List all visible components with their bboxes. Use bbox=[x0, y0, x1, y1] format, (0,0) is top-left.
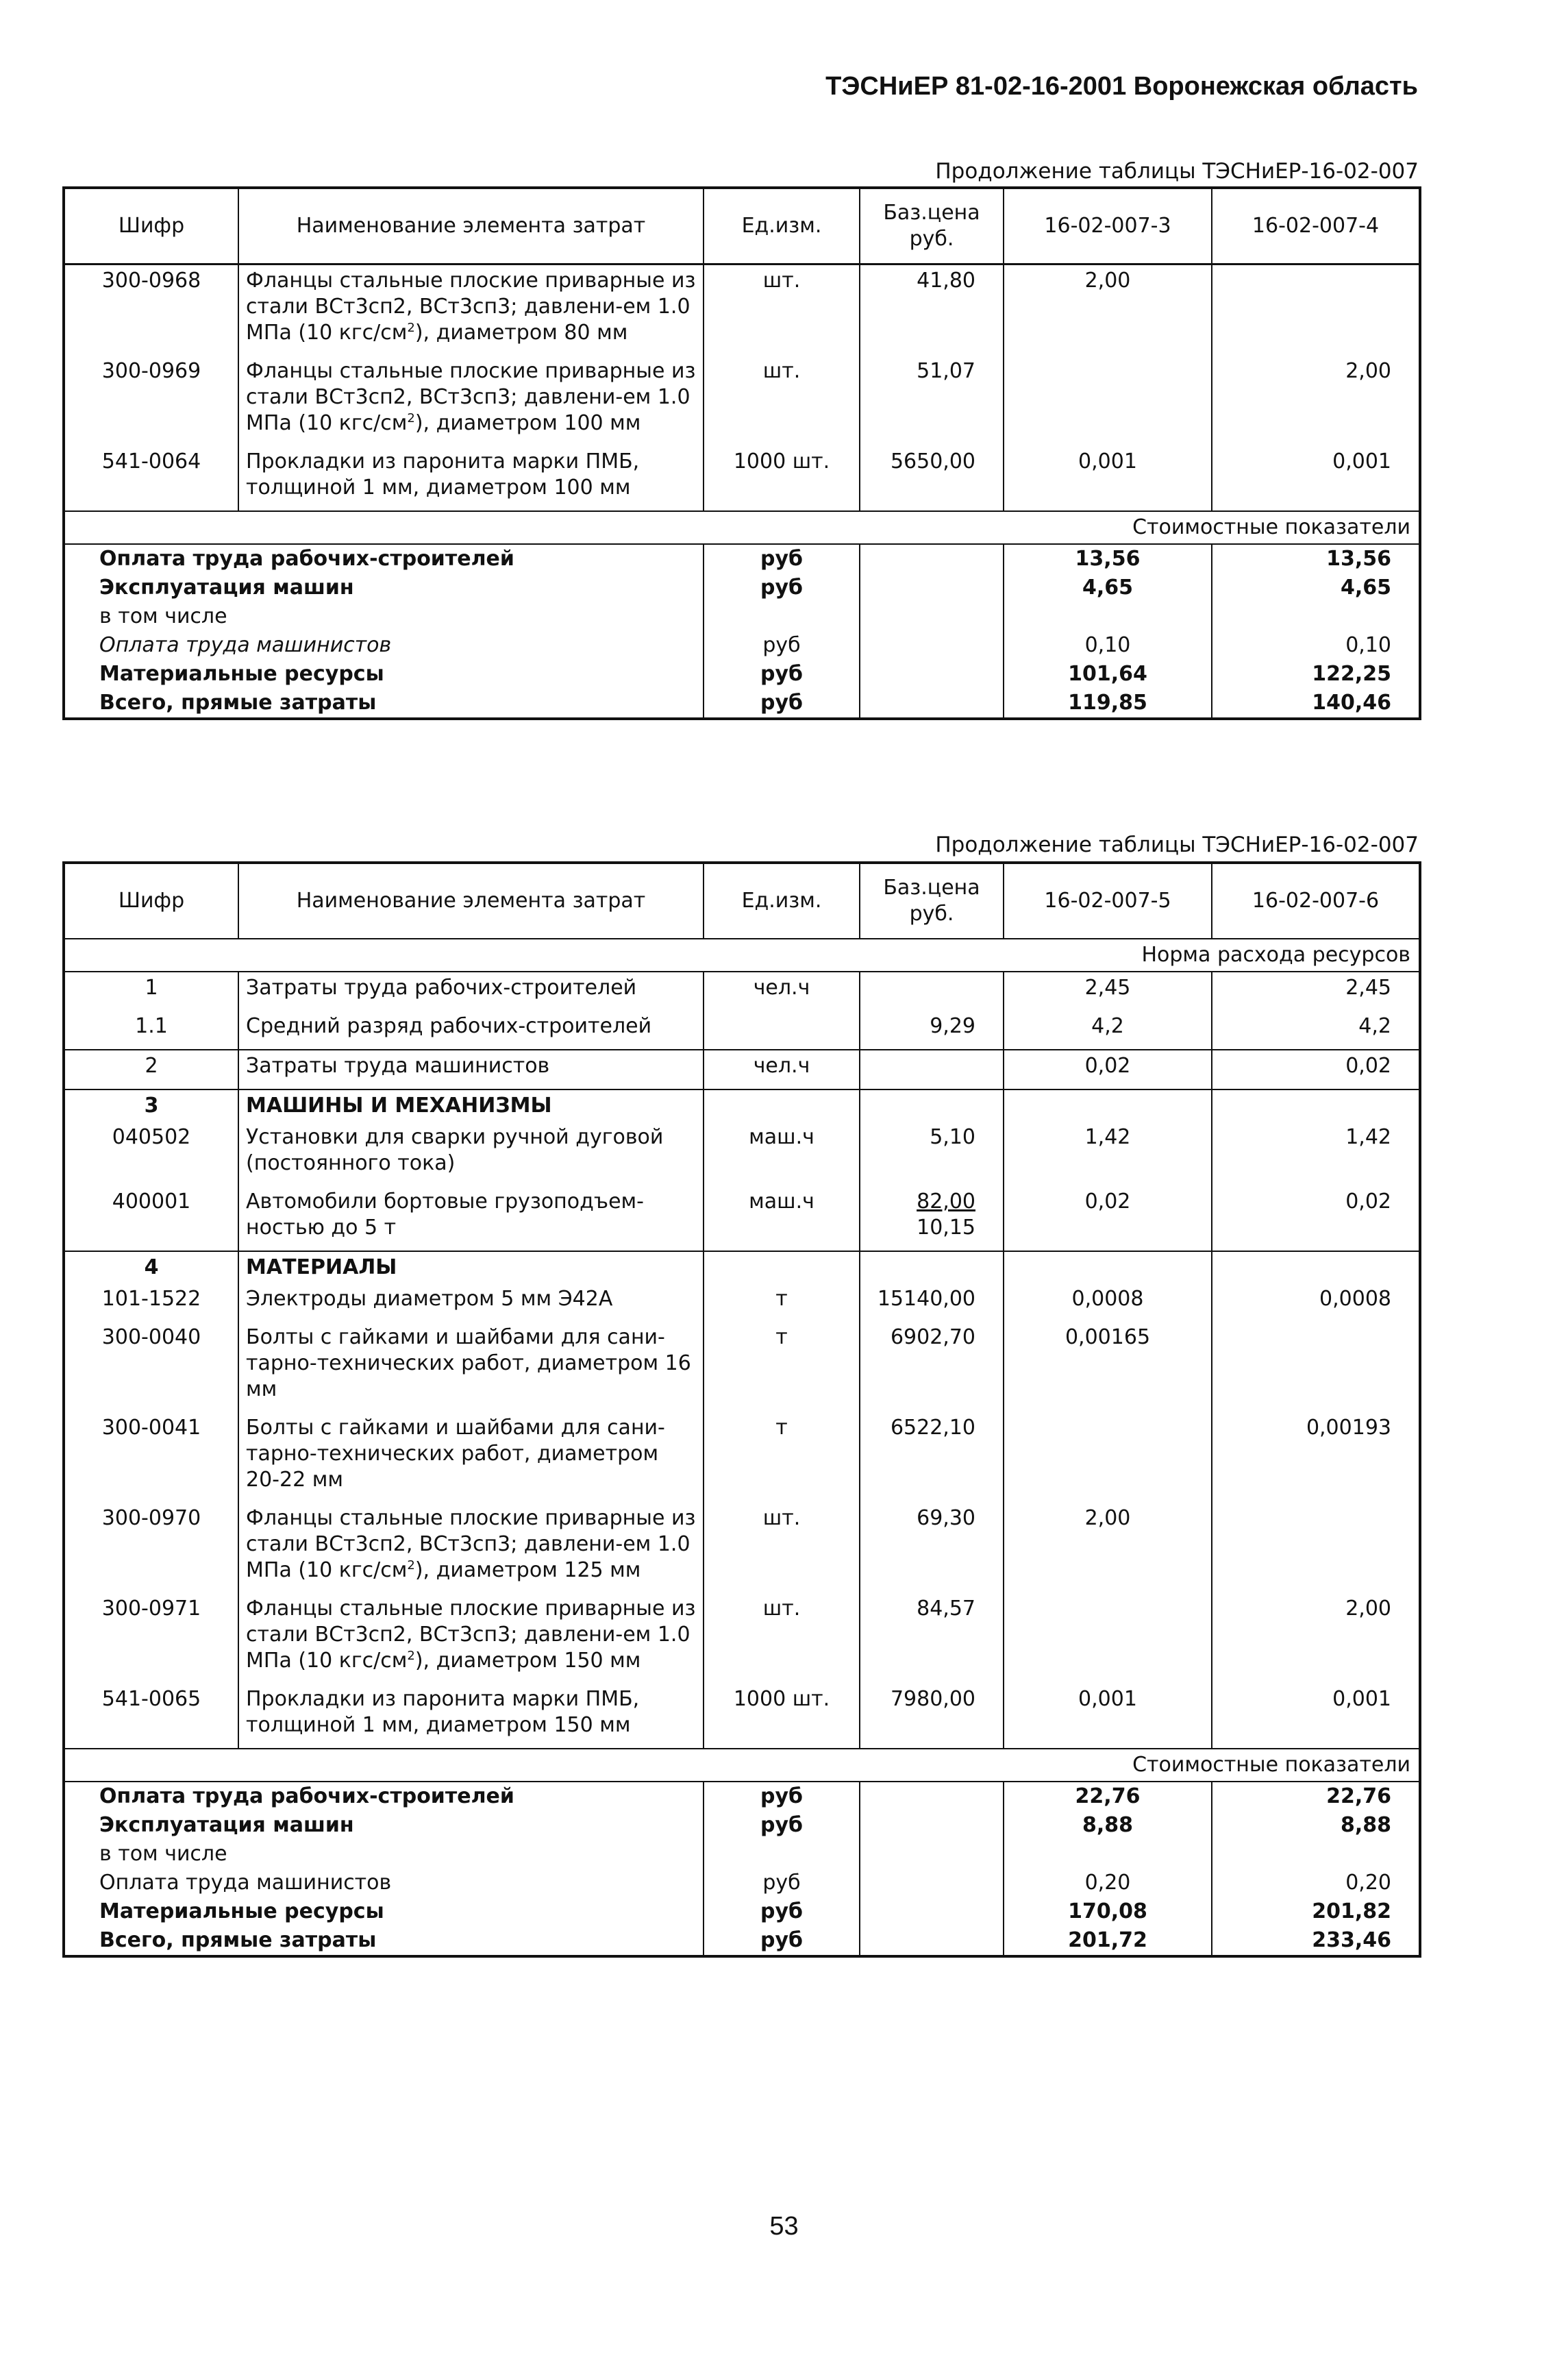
summary-label: в том числе bbox=[64, 602, 704, 631]
row-value-a: 0,02 bbox=[1004, 1050, 1212, 1089]
summary-label: Всего, прямые затраты bbox=[64, 689, 704, 719]
row-price: 15140,00 bbox=[860, 1283, 1004, 1322]
section-code: 4 bbox=[64, 1251, 238, 1283]
row-value-b: 0,001 bbox=[1212, 446, 1420, 511]
row-value-a bbox=[1004, 1412, 1212, 1503]
table-row bbox=[64, 356, 1420, 446]
row-value-b bbox=[1212, 264, 1420, 356]
row-unit: шт. bbox=[704, 356, 860, 446]
row-name: Автомобили бортовые грузоподъем-ностью до 5 т bbox=[238, 1186, 704, 1251]
summary-unit: руб bbox=[704, 1869, 860, 1897]
cost-indicators-label: Стоимостные показатели bbox=[64, 511, 1420, 544]
resource-table-1 bbox=[62, 186, 1421, 720]
row-name: Затраты труда рабочих-строителей bbox=[238, 972, 704, 1011]
header-col-b: 16-02-007-6 bbox=[1212, 863, 1420, 939]
summary-row bbox=[64, 602, 1420, 631]
row-code: 2 bbox=[64, 1050, 238, 1089]
row-code: 300-0040 bbox=[64, 1322, 238, 1412]
summary-value-a: 170,08 bbox=[1004, 1897, 1212, 1926]
norm-header-row bbox=[64, 939, 1420, 972]
row-unit: маш.ч bbox=[704, 1186, 860, 1251]
row-value-b: 2,00 bbox=[1212, 1593, 1420, 1684]
header-name: Наименование элемента затрат bbox=[238, 188, 704, 264]
row-unit: шт. bbox=[704, 264, 860, 356]
row-unit: маш.ч bbox=[704, 1122, 860, 1186]
summary-unit: руб bbox=[704, 544, 860, 574]
price-denominator: 10,15 bbox=[917, 1216, 975, 1240]
table-row bbox=[64, 1122, 1420, 1186]
table-header-row bbox=[64, 188, 1420, 264]
row-name: Электроды диаметром 5 мм Э42А bbox=[238, 1283, 704, 1322]
summary-unit: руб bbox=[704, 631, 860, 660]
summary-row bbox=[64, 1782, 1420, 1811]
row-name: Болты с гайками и шайбами для сани-тарно-технических работ, диаметром 16 мм bbox=[238, 1322, 704, 1412]
summary-label: Оплата труда машинистов bbox=[64, 631, 704, 660]
row-value-a bbox=[1004, 1593, 1212, 1684]
summary-row bbox=[64, 631, 1420, 660]
row-code: 300-0968 bbox=[64, 264, 238, 356]
row-name: Болты с гайками и шайбами для сани-тарно-технических работ, диаметром 20-22 мм bbox=[238, 1412, 704, 1503]
summary-unit: руб bbox=[704, 1782, 860, 1811]
row-unit: чел.ч bbox=[704, 1050, 860, 1089]
row-price: 9,29 bbox=[860, 1011, 1004, 1050]
row-name: Фланцы стальные плоские приварные из стали ВСт3сп2, ВСт3сп3; давлени-ем 1.0 МПа (10 кгс/$см^2$), диаметром 80 мм bbox=[238, 264, 704, 356]
summary-value-a: 0,10 bbox=[1004, 631, 1212, 660]
summary-unit: руб bbox=[704, 1926, 860, 1956]
summary-row bbox=[64, 1869, 1420, 1897]
summary-unit: руб bbox=[704, 1897, 860, 1926]
summary-unit: руб bbox=[704, 689, 860, 719]
row-price: 6522,10 bbox=[860, 1412, 1004, 1503]
section-code: 3 bbox=[64, 1089, 238, 1122]
row-code: 400001 bbox=[64, 1186, 238, 1251]
cost-header-row bbox=[64, 1749, 1420, 1782]
row-value-b: 2,00 bbox=[1212, 356, 1420, 446]
row-value-a: 0,0008 bbox=[1004, 1283, 1212, 1322]
row-value-a: 0,02 bbox=[1004, 1186, 1212, 1251]
table-row bbox=[64, 264, 1420, 356]
summary-row bbox=[64, 660, 1420, 689]
header-unit: Ед.изм. bbox=[704, 863, 860, 939]
table-row bbox=[64, 1011, 1420, 1050]
row-code: 300-0970 bbox=[64, 1503, 238, 1593]
row-name: Фланцы стальные плоские приварные из стали ВСт3сп2, ВСт3сп3; давлени-ем 1.0 МПа (10 кгс/$см^2$), диаметром 150 мм bbox=[238, 1593, 704, 1684]
summary-value-a: 13,56 bbox=[1004, 544, 1212, 574]
row-name: Прокладки из паронита марки ПМБ, толщиной 1 мм, диаметром 100 мм bbox=[238, 446, 704, 511]
row-price: 7980,00 bbox=[860, 1684, 1004, 1749]
table-row bbox=[64, 446, 1420, 511]
row-unit: т bbox=[704, 1412, 860, 1503]
document-header: ТЭСНиЕР 81-02-16-2001 Воронежская область bbox=[825, 72, 1418, 101]
header-unit: Ед.изм. bbox=[704, 188, 860, 264]
row-code: 101-1522 bbox=[64, 1283, 238, 1322]
summary-value-a: 8,88 bbox=[1004, 1811, 1212, 1840]
header-col-a: 16-02-007-5 bbox=[1004, 863, 1212, 939]
row-value-b: 4,2 bbox=[1212, 1011, 1420, 1050]
row-value-b bbox=[1212, 1503, 1420, 1593]
row-code: 541-0065 bbox=[64, 1684, 238, 1749]
row-unit: шт. bbox=[704, 1503, 860, 1593]
table-header-row bbox=[64, 863, 1420, 939]
table-row bbox=[64, 1186, 1420, 1251]
row-value-a: 0,001 bbox=[1004, 1684, 1212, 1749]
summary-unit: руб bbox=[704, 660, 860, 689]
norm-label: Норма расхода ресурсов bbox=[64, 939, 1420, 972]
row-value-a: 2,45 bbox=[1004, 972, 1212, 1011]
row-unit: 1000 шт. bbox=[704, 1684, 860, 1749]
row-price: 5,10 bbox=[860, 1122, 1004, 1186]
summary-value-a: 201,72 bbox=[1004, 1926, 1212, 1956]
section-title: МАШИНЫ И МЕХАНИЗМЫ bbox=[238, 1089, 704, 1122]
summary-row bbox=[64, 1897, 1420, 1926]
summary-value-b: 201,82 bbox=[1212, 1897, 1420, 1926]
summary-value-a: 119,85 bbox=[1004, 689, 1212, 719]
page-number: 53 bbox=[769, 2212, 799, 2241]
row-value-a: 4,2 bbox=[1004, 1011, 1212, 1050]
resource-table-2 bbox=[62, 861, 1421, 1958]
summary-label: Эксплуатация машин bbox=[64, 574, 704, 602]
row-name: Установки для сварки ручной дуговой (постоянного тока) bbox=[238, 1122, 704, 1186]
row-unit: шт. bbox=[704, 1593, 860, 1684]
table-row bbox=[64, 1593, 1420, 1684]
summary-label: Оплата труда машинистов bbox=[64, 1869, 704, 1897]
row-price bbox=[860, 972, 1004, 1011]
row-value-a: 2,00 bbox=[1004, 264, 1212, 356]
summary-row bbox=[64, 544, 1420, 574]
header-price: Баз.цена руб. bbox=[860, 188, 1004, 264]
summary-value-b: 122,25 bbox=[1212, 660, 1420, 689]
header-code: Шифр bbox=[64, 188, 238, 264]
row-value-b: 0,0008 bbox=[1212, 1283, 1420, 1322]
row-value-b: 0,02 bbox=[1212, 1186, 1420, 1251]
row-unit: чел.ч bbox=[704, 972, 860, 1011]
row-name: Фланцы стальные плоские приварные из стали ВСт3сп2, ВСт3сп3; давлени-ем 1.0 МПа (10 кгс/$см^2$), диаметром 100 мм bbox=[238, 356, 704, 446]
summary-row bbox=[64, 1840, 1420, 1869]
summary-value-b: 8,88 bbox=[1212, 1811, 1420, 1840]
row-value-a: 2,00 bbox=[1004, 1503, 1212, 1593]
row-value-b: 0,001 bbox=[1212, 1684, 1420, 1749]
summary-label: Материальные ресурсы bbox=[64, 1897, 704, 1926]
row-code: 300-0971 bbox=[64, 1593, 238, 1684]
table-row bbox=[64, 1503, 1420, 1593]
table-row bbox=[64, 1050, 1420, 1089]
row-name: Прокладки из паронита марки ПМБ, толщиной 1 мм, диаметром 150 мм bbox=[238, 1684, 704, 1749]
section-row bbox=[64, 1089, 1420, 1122]
table2-caption: Продолжение таблицы ТЭСНиЕР-16-02-007 bbox=[935, 833, 1419, 857]
header-code: Шифр bbox=[64, 863, 238, 939]
summary-label: Эксплуатация машин bbox=[64, 1811, 704, 1840]
summary-row bbox=[64, 1926, 1420, 1956]
row-value-b: 0,02 bbox=[1212, 1050, 1420, 1089]
row-code: 040502 bbox=[64, 1122, 238, 1186]
row-value-a: 0,001 bbox=[1004, 446, 1212, 511]
summary-value-b: 140,46 bbox=[1212, 689, 1420, 719]
row-value-b: 2,45 bbox=[1212, 972, 1420, 1011]
summary-row bbox=[64, 574, 1420, 602]
summary-value-b: 22,76 bbox=[1212, 1782, 1420, 1811]
summary-value-a: 4,65 bbox=[1004, 574, 1212, 602]
row-unit: 1000 шт. bbox=[704, 446, 860, 511]
header-col-a: 16-02-007-3 bbox=[1004, 188, 1212, 264]
row-price: 69,30 bbox=[860, 1503, 1004, 1593]
row-value-b: 0,00193 bbox=[1212, 1412, 1420, 1503]
row-price: 5650,00 bbox=[860, 446, 1004, 511]
summary-value-b: 0,10 bbox=[1212, 631, 1420, 660]
summary-value-a: 101,64 bbox=[1004, 660, 1212, 689]
summary-label: в том числе bbox=[64, 1840, 704, 1869]
row-unit bbox=[704, 1011, 860, 1050]
row-name: Средний разряд рабочих-строителей bbox=[238, 1011, 704, 1050]
row-price: 41,80 bbox=[860, 264, 1004, 356]
summary-value-a: 0,20 bbox=[1004, 1869, 1212, 1897]
row-code: 1 bbox=[64, 972, 238, 1011]
summary-label: Оплата труда рабочих-строителей bbox=[64, 1782, 704, 1811]
section-row bbox=[64, 1251, 1420, 1283]
row-code: 300-0969 bbox=[64, 356, 238, 446]
summary-value-b: 233,46 bbox=[1212, 1926, 1420, 1956]
row-code: 1.1 bbox=[64, 1011, 238, 1050]
summary-unit: руб bbox=[704, 574, 860, 602]
row-price: 84,57 bbox=[860, 1593, 1004, 1684]
row-price: 6902,70 bbox=[860, 1322, 1004, 1412]
header-col-b: 16-02-007-4 bbox=[1212, 188, 1420, 264]
table-row bbox=[64, 1283, 1420, 1322]
summary-value-b: 0,20 bbox=[1212, 1869, 1420, 1897]
row-value-b: 1,42 bbox=[1212, 1122, 1420, 1186]
table-row bbox=[64, 972, 1420, 1011]
cost-indicators-label: Стоимостные показатели bbox=[64, 1749, 1420, 1782]
row-name: Фланцы стальные плоские приварные из стали ВСт3сп2, ВСт3сп3; давлени-ем 1.0 МПа (10 кгс/$см^2$), диаметром 125 мм bbox=[238, 1503, 704, 1593]
row-price bbox=[860, 1186, 1004, 1251]
row-price: 51,07 bbox=[860, 356, 1004, 446]
summary-value-b: 13,56 bbox=[1212, 544, 1420, 574]
cost-header-row bbox=[64, 511, 1420, 544]
summary-row bbox=[64, 689, 1420, 719]
row-value-a: 0,00165 bbox=[1004, 1322, 1212, 1412]
row-price bbox=[860, 1050, 1004, 1089]
table-row bbox=[64, 1684, 1420, 1749]
summary-label: Всего, прямые затраты bbox=[64, 1926, 704, 1956]
header-price: Баз.цена руб. bbox=[860, 863, 1004, 939]
row-name: Затраты труда машинистов bbox=[238, 1050, 704, 1089]
summary-label: Материальные ресурсы bbox=[64, 660, 704, 689]
price-numerator: 82,00 bbox=[917, 1190, 975, 1214]
row-value-b bbox=[1212, 1322, 1420, 1412]
row-code: 300-0041 bbox=[64, 1412, 238, 1503]
section-title: МАТЕРИАЛЫ bbox=[238, 1251, 704, 1283]
row-unit: т bbox=[704, 1322, 860, 1412]
header-name: Наименование элемента затрат bbox=[238, 863, 704, 939]
summary-row bbox=[64, 1811, 1420, 1840]
row-value-a: 1,42 bbox=[1004, 1122, 1212, 1186]
row-code: 541-0064 bbox=[64, 446, 238, 511]
table-row bbox=[64, 1322, 1420, 1412]
table1-caption: Продолжение таблицы ТЭСНиЕР-16-02-007 bbox=[935, 159, 1419, 184]
table-row bbox=[64, 1412, 1420, 1503]
row-value-a bbox=[1004, 356, 1212, 446]
summary-unit: руб bbox=[704, 1811, 860, 1840]
summary-value-a: 22,76 bbox=[1004, 1782, 1212, 1811]
row-unit: т bbox=[704, 1283, 860, 1322]
summary-label: Оплата труда рабочих-строителей bbox=[64, 544, 704, 574]
summary-value-b: 4,65 bbox=[1212, 574, 1420, 602]
